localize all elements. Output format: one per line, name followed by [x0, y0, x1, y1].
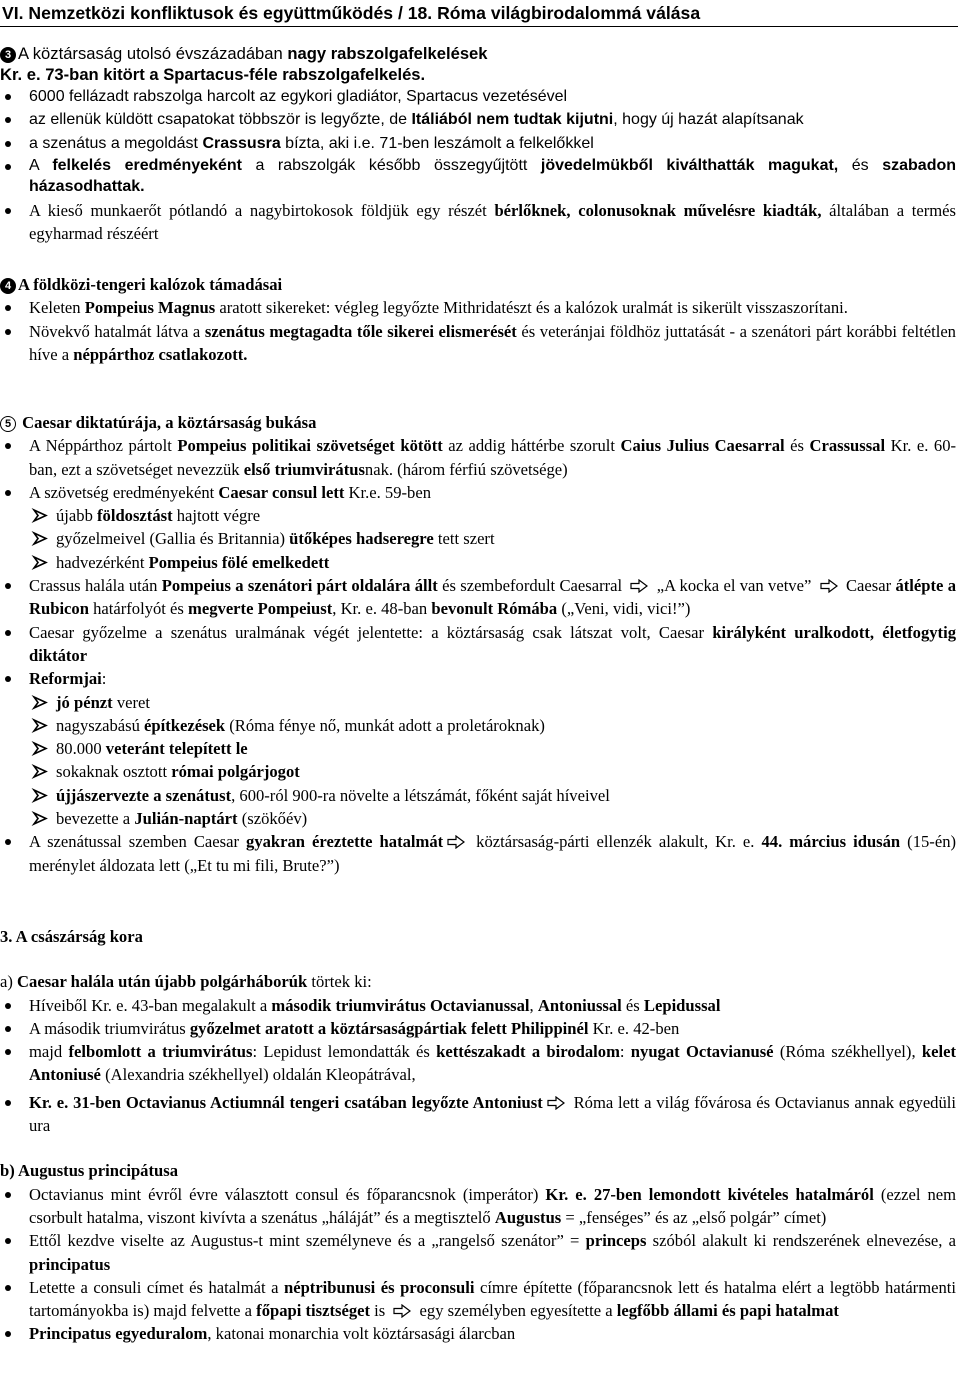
- section-title: 5 Caesar diktatúrája, a köztársaság bukása: [0, 411, 956, 434]
- section-title: 3. A császárság kora: [0, 927, 143, 946]
- arrowhead-bullet-icon: [31, 807, 49, 830]
- list-item: Crassus halála után Pompeius a szenátori párt oldalára állt és szembefordult Caesarral „A kocka el van vetve” Caesar átlépte a Rubicon határfolyót és megverte Pompeiust, Kr. e. 48-ban bevonult Rómába („Veni, vidi, vici!”): [0, 574, 956, 621]
- arrow-list-item: bevezette a Julián-naptárt (szökőév): [0, 807, 956, 830]
- arrowhead-bullet-icon: [31, 784, 49, 807]
- section-title: 4 A földközi-tengeri kalózok támadásai: [0, 273, 956, 296]
- arrow-list-item: sokaknak osztott római polgárjogot: [0, 760, 956, 783]
- list-item: Principatus egyeduralom, katonai monarchia volt köztársasági álarcban: [0, 1322, 956, 1345]
- list-item: majd felbomlott a triumvirátus: Lepidust lemondatták és kettészakadt a birodalom: nyugat Octavianusé (Róma székhellyel), kelet Antoniusé (Alexandria székhellyel) oldalán Kleopátrával,: [0, 1040, 956, 1087]
- list-item: Híveiből Kr. e. 43-ban megalakult a második triumvirátus Octavianussal, Antoniussal és Lepidussal: [0, 994, 956, 1017]
- page-header-title: VI. Nemzetközi konfliktusok és együttműködés / 18. Róma világbirodalommá válása: [0, 0, 958, 27]
- arrowhead-bullet-icon: [31, 714, 49, 737]
- arrow-list-item: jó pénzt veret: [0, 691, 956, 714]
- arrow-list-item: újabb földosztást hajtott végre: [0, 504, 956, 527]
- list-item: Caesar győzelme a szenátus uralmának végét jelentette: a köztársaság csak látszat volt, Caesar királyként uralkodott, életfogytig diktátor: [0, 621, 956, 668]
- arrow-list-item: 80.000 veteránt telepített le: [0, 737, 956, 760]
- list-item: Letette a consuli címet és hatalmát a néptribunusi és proconsuli címre építette (főparancsnok lett és hatalma elért a legtöbb határmenti tartományokba is) majd felvette a főpapi tisztséget is egy személyben egyesítette a legfőbb állami és papi hatalmat: [0, 1276, 956, 1323]
- arrowhead-bullet-icon: [31, 551, 49, 574]
- list-item: Keleten Pompeius Magnus aratott sikereket: végleg legyőzte Mithridatészt és a kalózok uralmát is sikerült visszaszorítani.: [0, 296, 956, 319]
- list-item: az ellenük küldött csapatokat többször is legyőzte, de Itáliából nem tudtak kijutni, hogy új hazát alapítsanak: [0, 108, 956, 131]
- outline-arrow-icon: [393, 1304, 411, 1318]
- outline-arrow-icon: [820, 579, 838, 593]
- list-item: Reformjai:: [0, 667, 956, 690]
- circled-number-3-icon: 3: [0, 47, 16, 63]
- arrowhead-bullet-icon: [31, 737, 49, 760]
- list-item: A felkelés eredményeként a rabszolgák később összegyűjtött jövedelmükből kiválthatták magukat, és szabadon házasodhattak.: [0, 155, 956, 197]
- list-item: A szövetség eredményeként Caesar consul lett Kr.e. 59-ben: [0, 481, 956, 504]
- section-intro: 3 A köztársaság utolsó évszázadában nagy rabszolgafelkelések: [0, 42, 956, 65]
- list-item: a szenátus a megoldást Crassusra bízta, aki i.e. 71-ben leszámolt a felkelőkkel: [0, 132, 956, 155]
- arrowhead-bullet-icon: [31, 527, 49, 550]
- circled-number-5-icon: 5: [0, 416, 16, 432]
- section-empire: [0, 925, 956, 1346]
- section-pirates: [0, 273, 956, 366]
- list-item: 6000 fellázadt rabszolga harcolt az egykori gladiátor, Spartacus vezetésével: [0, 85, 956, 108]
- list-item: Kr. e. 31-ben Octavianus Actiumnál tengeri csatában legyőzte Antoniust Róma lett a világ fővárosa és Octavianus annak egyedüli ura: [0, 1091, 956, 1138]
- outline-arrow-icon: [447, 835, 465, 849]
- arrowhead-bullet-icon: [31, 760, 49, 783]
- arrow-list-item: újjászervezte a szenátust, 600-ról 900-ra növelte a létszámát, főként saját híveivel: [0, 784, 956, 807]
- section-slave-revolts: [0, 42, 956, 245]
- arrow-list-item: hadvezérként Pompeius fölé emelkedett: [0, 551, 956, 574]
- arrowhead-bullet-icon: [31, 504, 49, 527]
- arrow-list-item: győzelmeivel (Gallia és Britannia) ütőképes hadseregre tett szert: [0, 527, 956, 550]
- section-subtitle: Kr. e. 73-ban kitört a Spartacus-féle rabszolgafelkelés.: [0, 65, 426, 84]
- list-item: A második triumvirátus győzelmet aratott a köztársaságpártiak felett Philippinél Kr. e. 42-ben: [0, 1017, 956, 1040]
- section-caesar: [0, 411, 956, 877]
- list-item: Ettől kezdve viselte az Augustus-t mint személyneve és a „rangelső szenátor” = princeps szóból alakult ki rendszerének elnevezése, a principatus: [0, 1229, 956, 1276]
- list-item: Octavianus mint évről évre választott consul és főparancsnok (imperátor) Kr. e. 27-ben lemondott kivételes hatalmáról (ezzel nem csorbult hatalma, viszont kivívta a szenátus „háláját” és a megtisztelő Augustus = „fenséges” és az „első polgár” címet): [0, 1183, 956, 1230]
- list-item: Növekvő hatalmát látva a szenátus megtagadta tőle sikerei elismerését és veteránjai földhöz juttatását - a szenátori párt korábbi feltétlen híve a néppárthoz csatlakozott.: [0, 320, 956, 367]
- outline-arrow-icon: [630, 579, 648, 593]
- outline-arrow-icon: [547, 1096, 565, 1110]
- arrowhead-bullet-icon: [31, 691, 49, 714]
- circled-number-4-icon: 4: [0, 278, 16, 294]
- arrow-list-item: nagyszabású építkezések (Róma fénye nő, munkát adott a proletároknak): [0, 714, 956, 737]
- list-item: A szenátussal szemben Caesar gyakran éreztette hatalmát köztársaság-párti ellenzék alakult, Kr. e. 44. március idusán (15-én) merénylet áldozata lett („Et tu mi fili, Brute?”): [0, 830, 956, 877]
- subsection-heading-b: b) Augustus principátusa: [0, 1161, 178, 1181]
- list-item: A kieső munkaerőt pótlandó a nagybirtokosok földjük egy részét bérlőknek, colonusoknak művelésre kiadták, általában a termés egyharmad részéért: [0, 199, 956, 246]
- list-item: A Néppárthoz pártolt Pompeius politikai szövetséget kötött az addig háttérbe szorult Caius Julius Caesarral és Crassussal Kr. e. 60-ban, ezt a szövetséget nevezzük első triumvirátusnak. (három férfiú szövetsége): [0, 434, 956, 481]
- subsection-heading-a: a) Caesar halála után újabb polgárháborúk törtek ki:: [0, 972, 372, 992]
